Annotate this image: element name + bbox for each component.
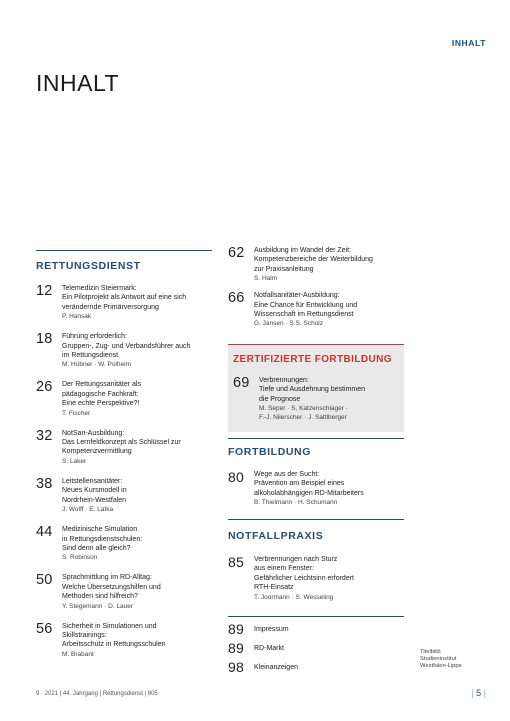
- section-rule: [228, 344, 404, 345]
- toc-entry[interactable]: [228, 291, 404, 328]
- page-number: 50: [36, 572, 53, 589]
- entry-authors: P. Hansak: [62, 313, 92, 321]
- entry-authors: J. Wolff · E. Latka: [62, 506, 114, 514]
- misc-entries: [228, 622, 404, 679]
- section-fortbildung: [228, 446, 404, 507]
- folio-number: 5: [476, 688, 482, 698]
- toc-entry[interactable]: [36, 284, 212, 321]
- toc-entry[interactable]: [36, 525, 212, 562]
- section-rule: [228, 519, 404, 520]
- entry-title: Kleinanzeigen: [254, 664, 298, 671]
- page-number: 26: [36, 379, 53, 396]
- entry-authors: M. Seper · S. Katzenschlager · F.-J. Niierscher · J. Sattlberger: [259, 405, 348, 422]
- page-number: 12: [36, 283, 53, 299]
- toc-entry[interactable]: [228, 555, 404, 602]
- entry-authors: S. Halm: [254, 275, 278, 283]
- entry-title: Medizinische Simulation in Rettungsdienstschulen: Sind denn alle gleich?: [62, 526, 143, 552]
- section-heading: ZERTIFIZIERTE FORTBILDUNG: [233, 354, 392, 365]
- entry-authors: T. Joormann · S. Wesseling: [254, 593, 334, 601]
- entry-authors: M. Brabant: [62, 650, 94, 658]
- entry-title: Telemedizin Steiermark: Ein Pilotprojekt als Antwort auf eine sich verändernde Primärversorgung: [62, 285, 187, 311]
- toc-entry[interactable]: [228, 470, 404, 507]
- page-number: 98: [228, 659, 244, 675]
- entry-title: Wege aus der Sucht: Prävention am Beispiel eines alkoholabhängigen RD-Mitarbeiters: [254, 471, 364, 497]
- entry-authors: M. Hübner · W. Polheim: [62, 361, 131, 369]
- page-number: 89: [228, 621, 244, 637]
- page-number: 69: [233, 375, 250, 391]
- entry-title: Führung erforderlich: Gruppen-, Zug- und Verbandsführer auch im Rettungsdienst: [62, 333, 191, 360]
- entry-authors: B. Thielmann · H. Schumann: [254, 499, 338, 507]
- entry-title: Sicherheit in Simulationen und Skillstrainings: Arbeitsschutz in Rettungsschulen: [62, 622, 166, 649]
- toc-entry[interactable]: [36, 332, 212, 369]
- section-rettungsdienst: [36, 250, 212, 659]
- entry-title: NotSan-Ausbildung: Das Lernfeldkonzept als Schlüssel zur Kompetenzvermittlung: [62, 429, 181, 456]
- toc-entry[interactable]: [36, 573, 212, 610]
- page-number: 80: [228, 469, 244, 485]
- page-number: 38: [36, 475, 53, 492]
- section-heading: NOTFALLPRAXIS: [228, 530, 324, 542]
- section-heading: FORTBILDUNG: [228, 446, 312, 458]
- folio-bar-right: |: [483, 688, 486, 698]
- entry-title: Leitstellensanitäter: Neues Kursmodell in Nordrhein-Westfalen: [62, 477, 127, 504]
- footer-issue-info: 9 · 2021 | 44. Jahrgang | Rettungsdienst | 805: [36, 691, 158, 697]
- section-zertifizierte-fortbildung: [228, 344, 404, 432]
- running-head: INHALT: [451, 38, 486, 48]
- entry-authors: Y. Stegemann · D. Lauer: [62, 602, 134, 610]
- entry-title: Notfallsanitäter-Ausbildung: Eine Chance für Entwicklung und Wissenschaft im Rettungsdienst: [254, 292, 358, 319]
- toc-entry[interactable]: [228, 660, 404, 679]
- toc-entry[interactable]: [36, 380, 212, 417]
- entry-authors: S. Laker: [62, 457, 87, 465]
- entry-title: Verbrennungen nach Sturz aus einem Fenster: Gefährlicher Leichtsinn erfordert RTH-Einsatz: [254, 556, 354, 592]
- cover-credit: Titelbild: Studieninstitut Westfalen-Lippe: [420, 649, 462, 670]
- page-number: 89: [228, 640, 244, 656]
- page-number: 66: [228, 290, 245, 307]
- toc-entry[interactable]: [36, 429, 212, 466]
- page-number: 18: [36, 331, 53, 348]
- page-title: INHALT: [36, 70, 120, 96]
- page-number: 85: [228, 554, 244, 570]
- toc-entry[interactable]: [36, 622, 212, 659]
- entry-authors: S. Robinson: [62, 554, 98, 562]
- entry-title: Ausbildung im Wandel der Zeit: Kompetenzbereiche der Weiterbildung zur Praxisanleitung: [254, 247, 373, 273]
- toc-entry[interactable]: [228, 622, 404, 641]
- section-heading: RETTUNGSDIENST: [36, 260, 141, 272]
- page-number: 56: [36, 620, 53, 637]
- toc-entry[interactable]: [228, 641, 404, 660]
- entry-title: Sprachmittlung im RD-Alltag: Welche Übersetzungshilfen und Methoden sind hilfreich?: [62, 574, 161, 601]
- page-number: 44: [36, 524, 53, 541]
- section-rule: [228, 438, 404, 439]
- section-notfallpraxis: [228, 530, 404, 602]
- page-number: 62: [228, 245, 245, 261]
- toc-entry[interactable]: [36, 477, 212, 514]
- section-rule: [228, 616, 404, 617]
- entry-title: Der Rettungssanitäter als pädagogische Fachkraft: Eine echte Perspektive?!: [62, 381, 141, 408]
- entry-title: Impressum: [254, 626, 289, 633]
- entry-title: Verbrennungen: Tiefe und Ausdehnung bestimmen die Prognose: [259, 377, 365, 403]
- entry-authors: T. Fischer: [62, 409, 91, 417]
- entry-title: RD-Markt: [254, 645, 284, 652]
- folio-bar-left: |: [471, 688, 474, 698]
- section-rettungsdienst-continued: [228, 246, 404, 328]
- page-number: 32: [36, 427, 53, 444]
- toc-entry[interactable]: [228, 246, 404, 283]
- toc-entry[interactable]: [233, 376, 399, 422]
- page-folio: [471, 688, 486, 698]
- entry-authors: G. Jansen · S.S. Scholz: [254, 320, 324, 328]
